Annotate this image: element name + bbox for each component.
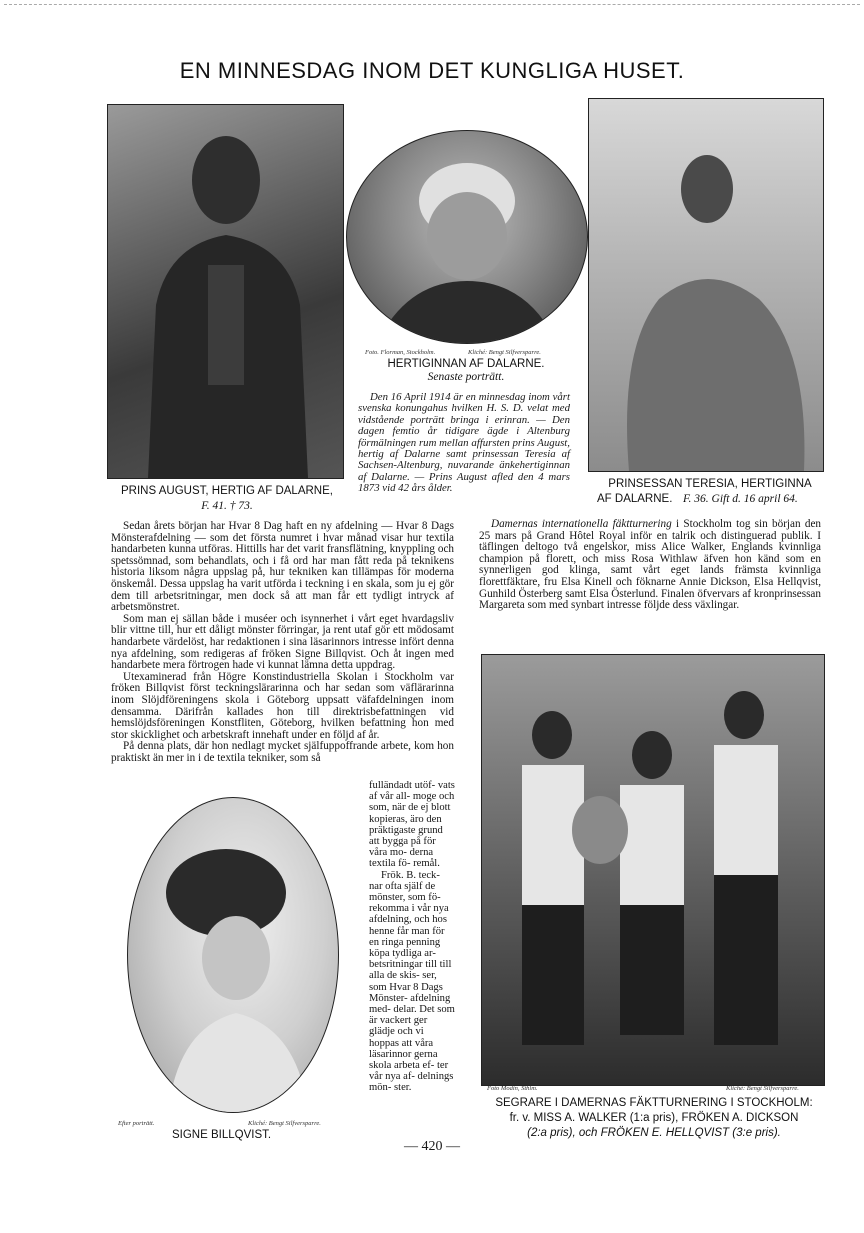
- duchess-caption-line2: Senaste porträtt.: [427, 371, 505, 383]
- fencing-text-body: i Stockholm tog sin början den 25 mars på Grand Hôtel Royal inför en talrik och distinguerad publik. I täflingen deltogo två engelskor, miss Alice Walker, Englands kvinnliga champion på florett, och miss Rosa Withlaw äfven hon känd som en synnerligen god klinga, samt vårt eget lands främsta kvinnliga florettfäktare, fru Elsa Kinell och föknarne Annie Dickson, Elsa Hellqvist, Gunhild Österberg samt Elsa Österlund. Finalen öfvervars af kronprinsessan Margareta som med synbart intresse följde dess växlingar.: [479, 518, 822, 612]
- prince-caption-line1: PRINS AUGUST, HERTIG AF DALARNE,: [121, 485, 333, 497]
- memorial-text: Den 16 April 1914 är en minnesdag inom vårt svenska konungahus hvilken H. S. D. velat med vidstående porträtt bringa i erinran. — Den dagen femtio år tidigare ägde i Altenburg förmälningen rum mellan affursten prins August, hertig af Dalarne samt prinsessan Teresia af Sachsen-Altenburg, nuvarande änkehertiginnan af Dalarne. — Prins August afled den 4 mars 1873 vid 42 års ålder.: [358, 391, 570, 495]
- page-headline: EN MINNESDAG INOM DET KUNGLIGA HUSET.: [179, 58, 685, 83]
- fencers-photo: [481, 654, 825, 1086]
- article-body: [111, 521, 454, 764]
- prince-august-photo: [107, 104, 344, 479]
- fencing-text-lead: Damernas internationella fäktturnering: [491, 518, 672, 530]
- fencers-photo-credit-right: Kliché: Bengt Silfversparre.: [726, 1085, 799, 1092]
- princess-caption-line1: PRINSESSAN TERESIA, HERTIGINNA: [608, 478, 812, 490]
- fencers-caption-line3: (2:a pris), och FRÖKEN E. HELLQVIST (3:e pris).: [527, 1127, 781, 1139]
- signe-billqvist-photo: [127, 797, 339, 1113]
- princess-teresia-photo: [588, 98, 824, 472]
- duchess-caption-line1: HERTIGINNAN AF DALARNE.: [387, 358, 545, 370]
- duchess-photo-credit-left: Foto. Florman, Stockholm.: [365, 349, 436, 356]
- prince-caption-line2: F. 41. † 73.: [201, 500, 253, 512]
- fencers-photo-credit-left: Foto Modin, Sthlm.: [487, 1085, 538, 1092]
- billqvist-caption: SIGNE BILLQVIST.: [172, 1129, 272, 1141]
- princess-caption-line2-a: AF DALARNE.: [597, 493, 673, 505]
- fencing-paragraph: [479, 519, 821, 612]
- princess-caption-line2-b: F. 36. Gift d. 16 april 64.: [683, 493, 798, 505]
- article-narrow-column: [369, 780, 455, 1094]
- duchess-photo-credit-right: Kliché: Bengt Silfversparre.: [468, 349, 541, 356]
- article-paragraph-2: Som man ej sällan både i muséer och isynnerhet i vårt eget hvardagsliv blir vittne till, hur ett dåligt mönster förringar, ja rent utaf gör ett mödosamt handarbete värdelöst, har redaktionen i sina läsarinnors intresse infört denna nya afdelning, som redigeras af fröken Signe Billqvist. Och åt ingen med handarbete mera förtrogen hade vi kunnat lämna detta uppdrag.: [111, 612, 454, 672]
- billqvist-photo-credit-left: Efter porträtt.: [118, 1120, 155, 1127]
- article-paragraph-1: Sedan årets början har Hvar 8 Dag haft en ny afdelning — Hvar 8 Dags Mönsterafdelning — som det första numret i hvar månad visar hur textila handarbeten kunna utföras. Hittills har det varit fransflätning, knyppling och spetssömnad, som behandlats, och i få ord har man fått reda på teknikens historia liksom några uppslag på, hur tekniken kan tillämpas för moderna önskemål. Dessa uppslag ha varit utförda i teckning i en skala, som ju ej gör dem till arbetsritningar, men dock så att man får ett tydligt intryck af arbetsmönstret.: [111, 520, 454, 614]
- duchess-photo: [346, 130, 588, 344]
- billqvist-photo-credit-right: Kliché: Bengt Silfversparre.: [248, 1120, 321, 1127]
- article-paragraph-4: På denna plats, där hon nedlagt mycket själfuppoffrande arbete, kom hon praktiskt än mer in i de textila tekniker, som så: [111, 740, 454, 764]
- fencing-article: [479, 519, 821, 612]
- article-narrow-paragraph-1: fulländadt utöf- vats af vår all- moge och som, när de ej blott kopieras, äro den präktigaste grund att bygga på för våra mo- derna textila fö- remål.: [369, 780, 455, 870]
- fencers-caption-line2: fr. v. MISS A. WALKER (1:a pris), FRÖKEN A. DICKSON: [509, 1112, 799, 1124]
- page-number: — 420 —: [404, 1139, 460, 1154]
- top-rule: [4, 4, 860, 5]
- fencers-caption-line1: SEGRARE I DAMERNAS FÄKTTURNERING I STOCKHOLM:: [495, 1097, 813, 1109]
- article-paragraph-3: Utexaminerad från Högre Konstindustriella Skolan i Stockholm var fröken Billqvist först teckningslärarinna och har sedan som väflärarinna inom Slöjdföreningens skola i Göteborg uppsatt väfafdelningen inom densamma. Därifrån kallades hon till direktrisbefattningen vid hemslöjdsföreningen Konstfliten, Göteborg, hvilken befattning hon med stor skicklighet och arbetskraft innehaft under en följd af år.: [111, 670, 454, 741]
- article-narrow-paragraph-2: Frök. B. teck- nar ofta själf de mönster, som fö- rekomma i vår nya afdelning, och hos henne får man för en ringa penning köpa tydliga ar- betsritningar till till alla de skis- ser, som Hvar 8 Dags Mönster- afdelning med- delar. Det som är vackert ger glädje och vi hoppas att våra läsarinnor gerna skola arbeta ef- ter vår nya af- delnings mön- ster.: [369, 869, 455, 1094]
